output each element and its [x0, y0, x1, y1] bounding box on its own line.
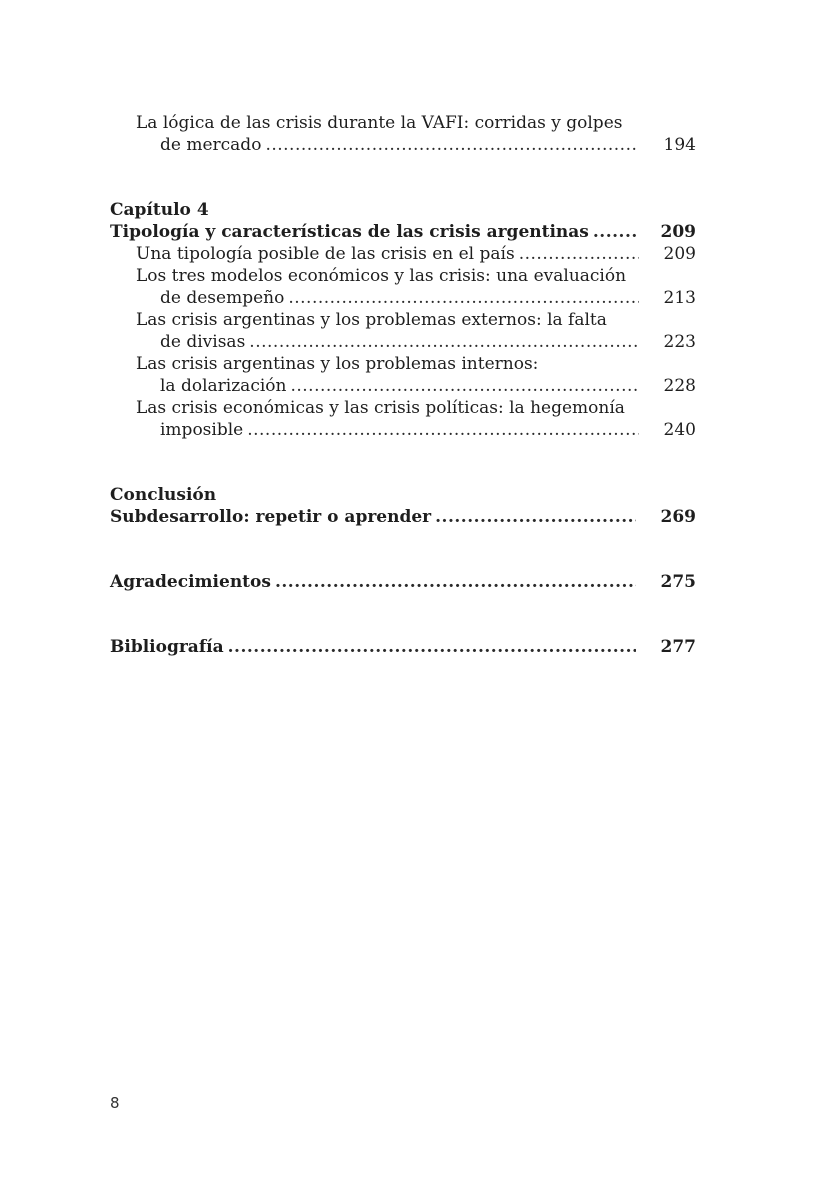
page-number: 277 — [660, 637, 696, 657]
page-number: 275 — [660, 572, 696, 592]
chapter-label: Capítulo 4 — [110, 200, 209, 220]
toc-entry-text: Las crisis argentinas y los problemas externos: la falta — [136, 310, 607, 330]
chapter-title: Tipología y características de las crisis argentinas — [110, 222, 589, 242]
toc-entry-text: de divisas — [160, 332, 246, 352]
toc-entry-text: Una tipología posible de las crisis en el país — [136, 244, 515, 264]
acknowledgements-title: Agradecimientos — [110, 572, 271, 592]
dot-leader — [228, 636, 636, 658]
page-number: 240 — [663, 420, 696, 440]
dot-leader — [288, 287, 638, 309]
dot-leader — [435, 506, 635, 528]
toc-entry-text: de desempeño — [160, 288, 285, 308]
toc-entry-internos[interactable] — [110, 353, 696, 397]
toc-entry-text: Los tres modelos económicos y las crisis: una evaluación — [136, 266, 627, 286]
bibliography-entry[interactable] — [110, 636, 696, 658]
dot-leader — [247, 419, 638, 441]
page-number: 209 — [663, 244, 696, 264]
toc-entry-text: la dolarización — [160, 376, 287, 396]
chapter-4-block — [110, 199, 696, 441]
conclusion-entry[interactable] — [110, 506, 696, 528]
acknowledgements-entry[interactable] — [110, 571, 696, 593]
dot-leader — [290, 375, 638, 397]
toc-entry-vafi[interactable] — [110, 112, 696, 156]
toc-entry-text: La lógica de las crisis durante la VAFI: corridas y golpes — [136, 113, 623, 133]
conclusion-label: Conclusión — [110, 485, 217, 505]
page-number: 213 — [663, 288, 696, 308]
dot-leader — [519, 243, 639, 265]
toc-entry-tipologia[interactable] — [110, 243, 696, 265]
toc-entry-text: Las crisis argentinas y los problemas internos: — [136, 354, 539, 374]
dot-leader — [275, 571, 636, 593]
chapter-title-entry[interactable] — [110, 221, 696, 243]
folio-page-number: 8 — [110, 1094, 120, 1112]
page-number: 269 — [660, 507, 696, 527]
dot-leader — [265, 134, 638, 156]
conclusion-block — [110, 484, 696, 528]
toc-entry-politicas[interactable] — [110, 397, 696, 441]
conclusion-title: Subdesarrollo: repetir o aprender — [110, 507, 432, 527]
page-number: 223 — [663, 332, 696, 352]
page-number: 194 — [663, 135, 696, 155]
toc-entry-externos[interactable] — [110, 309, 696, 353]
table-of-contents — [110, 112, 696, 658]
dot-leader — [593, 221, 636, 243]
page-number: 209 — [660, 222, 696, 242]
toc-entry-text: de mercado — [160, 135, 262, 155]
bibliography-title: Bibliografía — [110, 637, 224, 657]
toc-entry-text: Las crisis económicas y las crisis políticas: la hegemonía — [136, 398, 625, 418]
page-number: 228 — [663, 376, 696, 396]
dot-leader — [249, 331, 638, 353]
toc-entry-modelos[interactable] — [110, 265, 696, 309]
toc-entry-text: imposible — [160, 420, 244, 440]
